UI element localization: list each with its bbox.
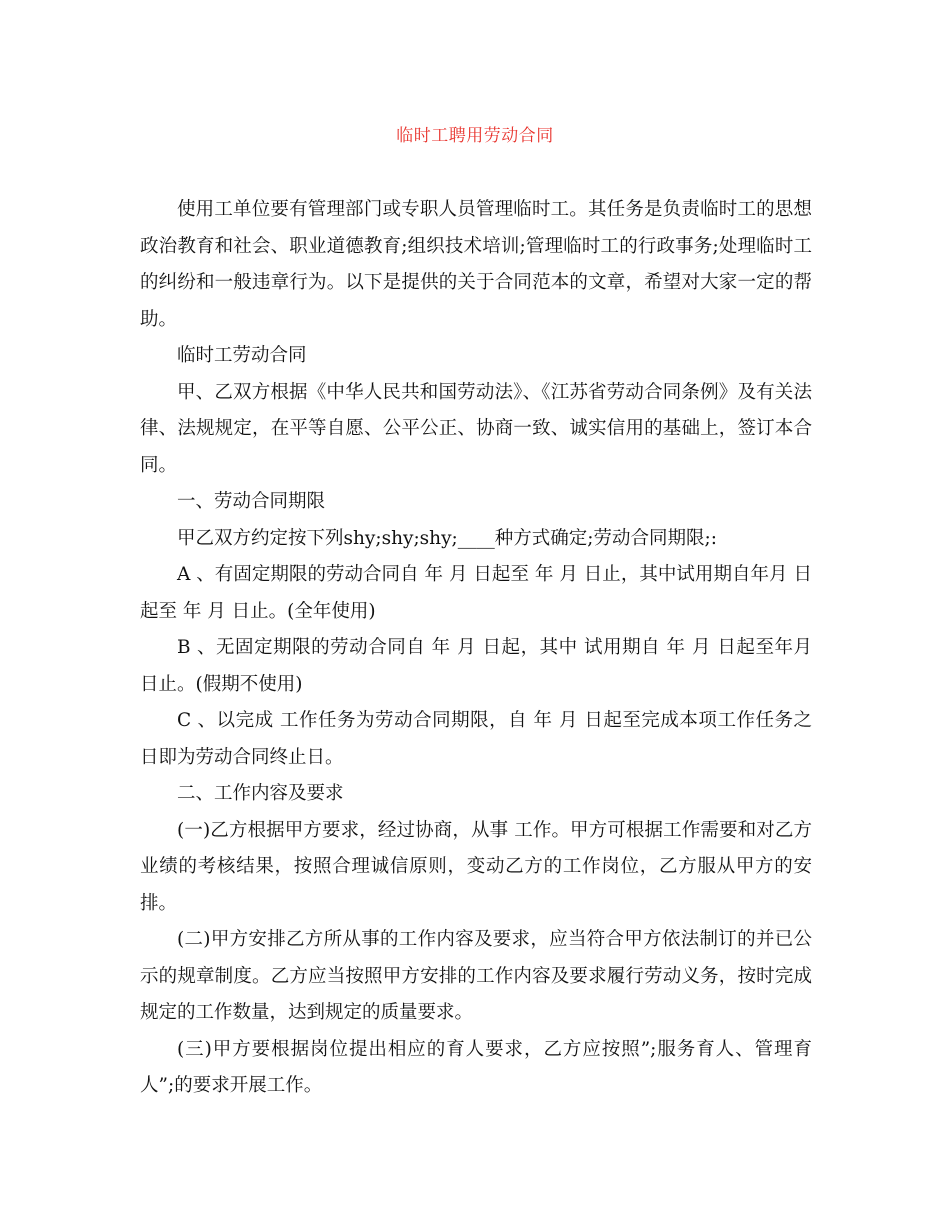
paragraph-term-choice: 甲乙双方约定按下列shy;shy;shy;____种方式确定;劳动合同期限;: [177, 527, 717, 549]
document-body [140, 192, 812, 1105]
section-heading-work: 二、工作内容及要求 [177, 783, 344, 804]
paragraph-preamble: 甲、乙双方根据《中华人民共和国劳动法》、《江苏省劳动合同条例》及有关法律、法规规定，在平等自愿、公平公正、协商一致、诚实信用的基础上，签订本合同。 [140, 381, 812, 476]
paragraph-work-2: (二)甲方安排乙方所从事的工作内容及要求，应当符合甲方依法制订的并已公示的规章制度。乙方应当按照甲方安排的工作内容及要求履行劳动义务，按时完成规定的工作数量，达到规定的质量要求。 [140, 929, 812, 1023]
document-title: 临时工聘用劳动合同 [396, 126, 554, 146]
section-heading-term: 一、劳动合同期限 [177, 491, 326, 512]
paragraph-option-c: C 、以完成 工作任务为劳动合同期限，自 年 月 日起至完成本项工作任务之日即为劳动合同终止日。 [140, 710, 812, 768]
paragraph-contract-heading: 临时工劳动合同 [177, 345, 307, 366]
paragraph-option-a: A 、有固定期限的劳动合同自 年 月 日起至 年 月 日止，其中试用期自年月 日起至 年 月 日止。(全年使用) [140, 564, 812, 622]
paragraph-work-1: (一)乙方根据甲方要求，经过协商，从事 工作。甲方可根据工作需要和对乙方业绩的考核结果，按照合理诚信原则，变动乙方的工作岗位，乙方服从甲方的安排。 [140, 819, 812, 914]
paragraph-intro: 使用工单位要有管理部门或专职人员管理临时工。其任务是负责临时工的思想政治教育和社会、职业道德教育;组织技术培训;管理临时工的行政事务;处理临时工的纠纷和一般违章行为。以下是提供的关于合同范本的文章，希望对大家一定的帮助。 [140, 199, 812, 330]
paragraph-work-3: (三)甲方要根据岗位提出相应的育人要求，乙方应按照”;服务育人、管理育人”;的要求开展工作。 [140, 1038, 812, 1096]
paragraph-option-b: B 、无固定期限的劳动合同自 年 月 日起，其中 试用期自 年 月 日起至年月 日止。(假期不使用) [140, 637, 812, 695]
